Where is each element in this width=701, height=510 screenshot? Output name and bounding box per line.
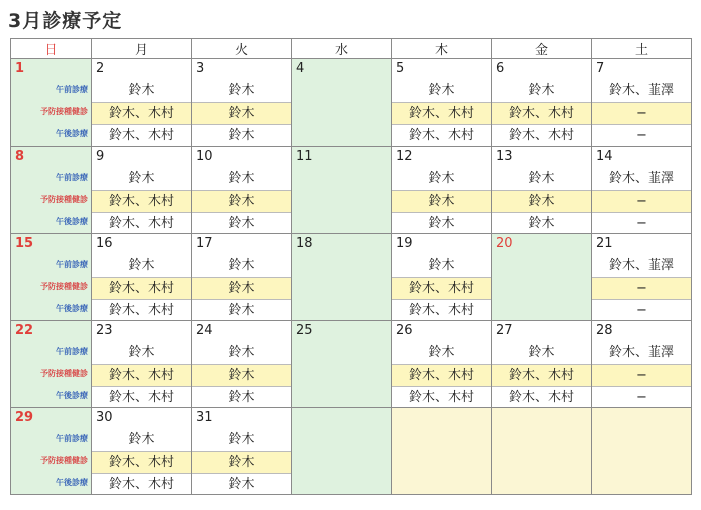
sunday-cell [11, 59, 92, 147]
morning-doctors: 鈴木、韮澤 [608, 345, 674, 360]
sunday-cell [11, 321, 92, 408]
day-date: 12 [396, 149, 413, 164]
label-vaccination: 予防接種健診 [40, 369, 88, 378]
day-cell [392, 321, 492, 408]
day-date: 7 [596, 61, 605, 76]
label-afternoon: 午後診療 [56, 217, 88, 226]
vaccination-doctors [292, 277, 391, 300]
vaccination-doctors: 鈴木 [192, 102, 291, 125]
afternoon-doctors: 鈴木 [228, 216, 255, 231]
morning-doctors: 鈴木 [228, 432, 255, 447]
vaccination-doctors [392, 451, 491, 474]
vaccination-doctors [292, 190, 391, 213]
afternoon-doctors: − [636, 216, 647, 231]
morning-doctors [292, 342, 391, 364]
morning-doctors [292, 429, 391, 451]
afternoon-doctors [292, 125, 391, 147]
vaccination-doctors: 鈴木 [192, 451, 291, 474]
afternoon-doctors: 鈴木 [228, 303, 255, 318]
weekday-wednesday: 水 [292, 39, 392, 59]
afternoon-doctors [292, 300, 391, 322]
afternoon-doctors [292, 387, 391, 409]
afternoon-doctors: 鈴木 [428, 216, 455, 231]
morning-doctors [292, 168, 391, 190]
day-cell [492, 147, 592, 234]
day-cell [392, 408, 492, 495]
morning-doctors [492, 255, 591, 277]
day-cell [292, 321, 392, 408]
day-date: 9 [96, 149, 105, 164]
afternoon-doctors: − [636, 128, 647, 143]
week-row [11, 147, 692, 234]
day-date: 10 [196, 149, 213, 164]
morning-doctors: 鈴木、韮澤 [608, 258, 674, 273]
day-date: 19 [396, 236, 413, 251]
day-date: 11 [296, 149, 313, 164]
afternoon-doctors [592, 474, 691, 496]
day-cell [592, 321, 692, 408]
day-date: 14 [596, 149, 613, 164]
vaccination-doctors: 鈴木、木村 [392, 102, 491, 125]
vaccination-doctors [292, 451, 391, 474]
day-date: 24 [196, 323, 213, 338]
label-afternoon: 午後診療 [56, 304, 88, 313]
morning-doctors [492, 429, 591, 451]
day-date: 25 [296, 323, 313, 338]
vaccination-doctors: 鈴木、木村 [92, 277, 191, 300]
morning-doctors: 鈴木 [128, 171, 155, 186]
day-date: 16 [96, 236, 113, 251]
afternoon-doctors [492, 300, 591, 322]
day-cell [592, 408, 692, 495]
vaccination-doctors: − [592, 190, 691, 213]
day-date: 3 [196, 61, 205, 76]
sunday-cell [11, 408, 92, 495]
sunday-date: 15 [15, 236, 34, 251]
day-date: 18 [296, 236, 313, 251]
day-cell [492, 321, 592, 408]
morning-doctors: 鈴木 [528, 83, 555, 98]
afternoon-doctors: 鈴木 [228, 128, 255, 143]
weekday-monday: 月 [92, 39, 192, 59]
vaccination-doctors [292, 102, 391, 125]
morning-doctors: 鈴木 [428, 171, 455, 186]
morning-doctors: 鈴木 [228, 345, 255, 360]
label-morning: 午前診療 [56, 260, 88, 269]
vaccination-doctors [592, 451, 691, 474]
day-cell [92, 321, 192, 408]
weekday-header-row [11, 39, 692, 59]
label-vaccination: 予防接種健診 [40, 195, 88, 204]
weekday-tuesday: 火 [192, 39, 292, 59]
afternoon-doctors: 鈴木、木村 [108, 303, 174, 318]
day-date: 26 [396, 323, 413, 338]
afternoon-doctors: 鈴木、木村 [508, 128, 574, 143]
weekday-thursday: 木 [392, 39, 492, 59]
day-cell [592, 147, 692, 234]
afternoon-doctors: 鈴木、木村 [508, 390, 574, 405]
vaccination-doctors: 鈴木、木村 [492, 102, 591, 125]
sunday-cell [11, 147, 92, 234]
vaccination-doctors: − [592, 277, 691, 300]
day-date: 2 [96, 61, 105, 76]
day-date: 21 [596, 236, 613, 251]
label-morning: 午前診療 [56, 85, 88, 94]
week-row [11, 234, 692, 321]
day-cell [392, 59, 492, 147]
vaccination-doctors: − [592, 364, 691, 387]
day-cell [292, 59, 392, 147]
morning-doctors: 鈴木 [128, 258, 155, 273]
sunday-date: 22 [15, 323, 34, 338]
afternoon-doctors: 鈴木、木村 [108, 477, 174, 492]
day-date: 17 [196, 236, 213, 251]
sunday-date: 8 [15, 149, 25, 164]
vaccination-doctors: 鈴木、木村 [92, 102, 191, 125]
label-morning: 午前診療 [56, 347, 88, 356]
day-date: 6 [496, 61, 505, 76]
morning-doctors [592, 429, 691, 451]
label-morning: 午前診療 [56, 434, 88, 443]
vaccination-doctors: 鈴木、木村 [92, 190, 191, 213]
morning-doctors [292, 255, 391, 277]
morning-doctors: 鈴木、韮澤 [608, 83, 674, 98]
afternoon-doctors [292, 474, 391, 496]
week-row [11, 321, 692, 408]
day-cell [492, 234, 592, 321]
day-cell [292, 234, 392, 321]
label-morning: 午前診療 [56, 173, 88, 182]
vaccination-doctors [492, 277, 591, 300]
sunday-cell [11, 234, 92, 321]
vaccination-doctors: 鈴木、木村 [392, 364, 491, 387]
day-cell [392, 234, 492, 321]
day-cell [592, 234, 692, 321]
afternoon-doctors: 鈴木、木村 [408, 303, 474, 318]
vaccination-doctors: 鈴木 [192, 277, 291, 300]
vaccination-doctors: 鈴木 [492, 190, 591, 213]
afternoon-doctors: 鈴木、木村 [408, 128, 474, 143]
vaccination-doctors: 鈴木、木村 [392, 277, 491, 300]
day-cell [592, 59, 692, 147]
day-cell [292, 147, 392, 234]
day-cell [492, 59, 592, 147]
day-cell [192, 321, 292, 408]
afternoon-doctors: − [636, 390, 647, 405]
label-afternoon: 午後診療 [56, 391, 88, 400]
morning-doctors [392, 429, 491, 451]
afternoon-doctors: 鈴木 [228, 477, 255, 492]
day-cell [292, 408, 392, 495]
vaccination-doctors [292, 364, 391, 387]
morning-doctors: 鈴木 [528, 345, 555, 360]
label-afternoon: 午後診療 [56, 129, 88, 138]
label-vaccination: 予防接種健診 [40, 456, 88, 465]
afternoon-doctors: 鈴木 [528, 216, 555, 231]
afternoon-doctors [392, 474, 491, 496]
vaccination-doctors: 鈴木、木村 [92, 364, 191, 387]
label-vaccination: 予防接種健診 [40, 107, 88, 116]
morning-doctors: 鈴木 [428, 345, 455, 360]
sunday-date: 29 [15, 410, 34, 425]
week-row [11, 408, 692, 495]
afternoon-doctors: − [636, 303, 647, 318]
morning-doctors: 鈴木 [428, 258, 455, 273]
weekday-sunday: 日 [11, 39, 92, 59]
day-date: 27 [496, 323, 513, 338]
vaccination-doctors: 鈴木、木村 [492, 364, 591, 387]
page-title: 3月診療予定 [8, 10, 123, 32]
day-date: 23 [96, 323, 113, 338]
week-row [11, 59, 692, 147]
afternoon-doctors: 鈴木、木村 [408, 390, 474, 405]
afternoon-doctors: 鈴木、木村 [108, 216, 174, 231]
day-cell [392, 147, 492, 234]
schedule-calendar [10, 38, 692, 495]
vaccination-doctors: 鈴木 [392, 190, 491, 213]
morning-doctors: 鈴木 [228, 83, 255, 98]
day-date: 4 [296, 61, 305, 76]
afternoon-doctors: 鈴木、木村 [108, 128, 174, 143]
day-date: 31 [196, 410, 213, 425]
weekday-saturday: 土 [592, 39, 692, 59]
afternoon-doctors [492, 474, 591, 496]
day-cell [92, 147, 192, 234]
day-date: 20 [496, 236, 513, 251]
morning-doctors: 鈴木 [128, 345, 155, 360]
day-cell [92, 234, 192, 321]
weekday-friday: 金 [492, 39, 592, 59]
day-cell [192, 234, 292, 321]
day-date: 13 [496, 149, 513, 164]
morning-doctors: 鈴木 [128, 83, 155, 98]
morning-doctors: 鈴木、韮澤 [608, 171, 674, 186]
vaccination-doctors: 鈴木 [192, 364, 291, 387]
vaccination-doctors: − [592, 102, 691, 125]
morning-doctors: 鈴木 [528, 171, 555, 186]
day-cell [192, 147, 292, 234]
afternoon-doctors [292, 213, 391, 235]
day-cell [492, 408, 592, 495]
day-cell [92, 408, 192, 495]
afternoon-doctors: 鈴木、木村 [108, 390, 174, 405]
morning-doctors: 鈴木 [428, 83, 455, 98]
label-vaccination: 予防接種健診 [40, 282, 88, 291]
day-date: 28 [596, 323, 613, 338]
vaccination-doctors: 鈴木 [192, 190, 291, 213]
label-afternoon: 午後診療 [56, 478, 88, 487]
vaccination-doctors: 鈴木、木村 [92, 451, 191, 474]
day-cell [192, 408, 292, 495]
morning-doctors: 鈴木 [228, 258, 255, 273]
morning-doctors: 鈴木 [228, 171, 255, 186]
sunday-date: 1 [15, 61, 25, 76]
vaccination-doctors [492, 451, 591, 474]
morning-doctors [292, 80, 391, 102]
morning-doctors: 鈴木 [128, 432, 155, 447]
afternoon-doctors: 鈴木 [228, 390, 255, 405]
day-cell [192, 59, 292, 147]
day-date: 30 [96, 410, 113, 425]
day-cell [92, 59, 192, 147]
day-date: 5 [396, 61, 405, 76]
